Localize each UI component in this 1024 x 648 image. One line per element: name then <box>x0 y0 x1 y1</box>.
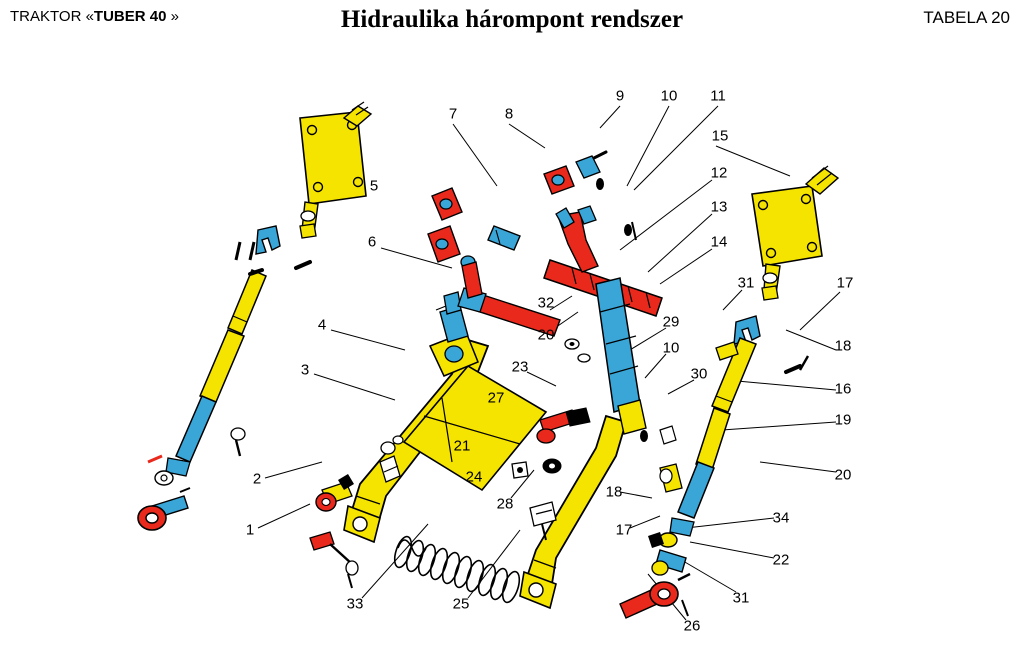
leader-line <box>453 124 497 186</box>
callout-number: 21 <box>453 437 471 455</box>
callout-number: 17 <box>615 521 633 539</box>
leader-line <box>723 290 742 310</box>
callout-number: 4 <box>317 316 327 334</box>
diagram-svg <box>0 44 1024 648</box>
leader-line <box>726 380 836 390</box>
callout-number: 12 <box>710 164 728 182</box>
leader-line <box>645 354 666 378</box>
callout-number: 28 <box>496 495 514 513</box>
leader-line <box>331 330 405 350</box>
callout-number: 13 <box>710 198 728 216</box>
callout-number: 11 <box>710 87 726 105</box>
callout-number: 15 <box>711 127 729 145</box>
part-top-link-bar <box>544 206 662 434</box>
callout-number: 6 <box>367 233 377 251</box>
callout-number: 33 <box>346 595 364 613</box>
table-number-label: TABELA 20 <box>923 8 1010 27</box>
callout-number: 23 <box>511 358 529 376</box>
callout-number: 26 <box>683 617 701 635</box>
part-bottom-right-joint <box>620 532 690 618</box>
leader-line <box>630 516 660 528</box>
leader-line <box>760 462 836 472</box>
part-lower-links <box>344 292 626 608</box>
callout-number: 22 <box>772 551 790 569</box>
part-lift-cover-right <box>752 166 838 300</box>
page-title: Hidraulika hárompont rendszer <box>340 6 684 33</box>
leader-line <box>686 518 774 528</box>
leader-line <box>527 372 556 386</box>
leader-line <box>620 492 652 498</box>
callout-number: 29 <box>662 313 680 331</box>
callout-number: 25 <box>452 595 470 613</box>
callout-number: 2 <box>252 470 262 488</box>
callout-number: 14 <box>710 233 728 251</box>
callout-number: 3 <box>300 361 310 379</box>
header-left-model: TUBER 40 <box>93 8 167 25</box>
leader-line <box>722 422 836 430</box>
header-left-suffix: » <box>166 8 179 25</box>
part-washer-cluster <box>565 339 590 362</box>
header-left-prefix: TRAKTOR « <box>10 8 94 25</box>
leader-line <box>690 542 774 558</box>
leader-line <box>620 180 712 250</box>
callout-number: 24 <box>465 468 483 486</box>
leader-line <box>648 214 712 272</box>
callout-number: 10 <box>660 87 678 105</box>
callout-number: 8 <box>504 105 514 123</box>
callout-number: 20 <box>537 326 555 344</box>
callout-number: 27 <box>487 389 505 407</box>
leader-line <box>600 106 620 128</box>
part-left-lift-rod <box>148 226 310 492</box>
part-8-9-fittings <box>544 152 636 240</box>
callout-number: 34 <box>772 509 790 527</box>
callout-number: 18 <box>834 337 852 355</box>
part-left-ball-joint <box>138 496 188 530</box>
callout-number: 31 <box>732 589 750 607</box>
callout-number: 32 <box>537 294 555 312</box>
callout-number: 20 <box>834 466 852 484</box>
callout-number: 17 <box>836 274 854 292</box>
leader-line <box>258 504 310 528</box>
leader-line <box>265 462 322 478</box>
callout-number: 16 <box>834 380 852 398</box>
callout-number: 7 <box>448 105 458 123</box>
callout-number: 18 <box>605 483 623 501</box>
leader-line <box>786 330 836 350</box>
callout-number: 19 <box>834 411 852 429</box>
exploded-parts-diagram <box>0 44 1024 648</box>
leader-line <box>627 106 669 186</box>
callout-number: 30 <box>690 365 708 383</box>
callout-number: 10 <box>662 339 680 357</box>
part-lift-cover-left <box>300 102 371 238</box>
leader-line <box>800 292 840 330</box>
part-33-spring <box>391 535 522 605</box>
callout-number: 1 <box>245 521 255 539</box>
leader-line <box>314 374 395 400</box>
part-7-pin <box>488 226 520 250</box>
callout-number: 9 <box>615 87 625 105</box>
leader-line <box>509 124 545 148</box>
callout-number: 31 <box>737 274 755 292</box>
parts-group <box>138 102 838 618</box>
part-1-bolt <box>310 532 358 588</box>
callout-number: 5 <box>369 177 379 195</box>
